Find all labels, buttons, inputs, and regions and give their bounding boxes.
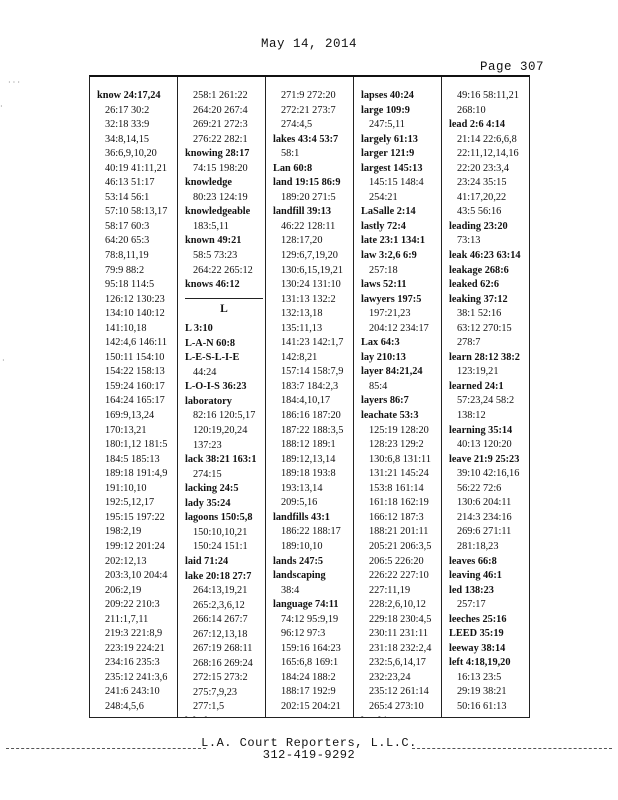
- index-page-line-refs: 128:17,20: [281, 235, 323, 247]
- index-page-line-refs: 41:17,20,22: [457, 191, 507, 203]
- scan-speck: ·: [2, 356, 5, 365]
- index-page-line-refs: 232:5,6,14,17: [369, 657, 426, 669]
- index-page-line-refs: 29:19 38:21: [457, 686, 507, 698]
- index-page-line-refs: 265:4 273:10: [369, 700, 424, 712]
- index-page-line-refs: 134:10 140:12: [105, 308, 165, 320]
- index-page-line-refs: 184:4,10,17: [281, 395, 331, 407]
- index-headword-entry: leakage 268:6: [449, 264, 509, 276]
- index-page-line-refs: 206:2,19: [105, 584, 142, 596]
- index-page-line-refs: 49:16 58:11,21: [457, 90, 519, 101]
- index-page-line-refs: 73:13: [457, 235, 481, 247]
- index-headword-entry: knowledgeable: [185, 206, 251, 218]
- index-page-line-refs: 204:12 234:17: [369, 322, 429, 334]
- index-headword-entry: lands 247:5: [273, 555, 324, 567]
- index-page-line-refs: 191:10,10: [105, 482, 147, 494]
- index-headword-entry: largest 145:13: [361, 162, 423, 174]
- index-page-line-refs: 44:24: [193, 366, 217, 378]
- index-page-line-refs: 130:6,15,19,21: [281, 264, 344, 276]
- index-headword-entry: learning 35:14: [449, 424, 513, 436]
- index-page-line-refs: 268:16 269:24: [193, 657, 253, 669]
- index-page-line-refs: 123:19,21: [457, 366, 499, 378]
- index-page-line-refs: 39:10 42:16,16: [457, 468, 520, 480]
- index-headword-entry: lay 210:13: [361, 351, 406, 363]
- index-page-line-refs: 247:5,11: [369, 119, 405, 131]
- index-page-line-refs: 126:12 130:23: [105, 293, 165, 305]
- index-page-line-refs: 161:18 162:19: [369, 497, 429, 509]
- index-column-2: [178, 77, 266, 717]
- index-page-line-refs: 58:17 60:3: [105, 220, 150, 232]
- index-page-line-refs: 40:19 41:11,21: [105, 162, 167, 174]
- index-page-line-refs: 46:13 51:17: [105, 177, 155, 189]
- index-page-line-refs: 267:19 268:11: [193, 643, 253, 655]
- scan-speck: · · ·: [8, 78, 20, 87]
- index-page-line-refs: 272:15 273:2: [193, 672, 248, 684]
- index-headword-entry: L-O-I-S 36:23: [185, 381, 247, 393]
- index-page-line-refs: 78:8,11,19: [105, 250, 149, 262]
- index-page-line-refs: 199:12 201:24: [105, 540, 165, 552]
- index-page-line-refs: 180:1,12 181:5: [105, 439, 168, 451]
- index-page-line-refs: 38:4: [281, 584, 300, 596]
- index-page-line-refs: 281:18,23: [457, 540, 499, 552]
- index-page-line-refs: 170:13,21: [105, 424, 147, 436]
- index-page-line-refs: 188:21 201:11: [369, 526, 429, 538]
- index-page-line-refs: 26:17 30:2: [105, 104, 150, 116]
- index-headword-entry: lake 20:18 27:7: [185, 570, 252, 582]
- index-page-line-refs: 153:8 161:14: [369, 482, 424, 494]
- index-page-line-refs: 198:2,19: [105, 526, 142, 538]
- index-headword-entry: lead 2:6 4:14: [449, 119, 506, 131]
- index-headword-entry: L-A-N 60:8: [185, 337, 236, 349]
- index-page-line-refs: 206:5 226:20: [369, 555, 424, 567]
- index-headword-entry: leave 21:9 25:23: [449, 453, 520, 465]
- index-page-line-refs: 157:14 158:7,9: [281, 366, 344, 378]
- index-headword-entry: large 109:9: [361, 104, 410, 116]
- index-headword-entry: largely 61:13: [361, 133, 418, 145]
- index-headword-entry: known 49:21: [185, 235, 242, 247]
- index-headword-entry: law 3:2,6 6:9: [361, 250, 417, 262]
- index-page-line-refs: 186:22 188:17: [281, 526, 341, 538]
- index-headword-entry: Lax 64:3: [361, 337, 400, 349]
- index-page-line-refs: 183:7 184:2,3: [281, 380, 339, 392]
- index-page-line-refs: 188:17 192:9: [281, 686, 336, 698]
- index-page-line-refs: 192:5,12,17: [105, 497, 155, 509]
- index-headword-entry: knows 46:12: [185, 279, 240, 291]
- index-page-line-refs: 165:6,8 169:1: [281, 657, 339, 669]
- index-page-line-refs: 145:15 148:4: [369, 177, 424, 189]
- index-page-line-refs: 150:11 154:10: [105, 351, 165, 363]
- index-page-line-refs: 241:6 243:10: [105, 686, 160, 698]
- index-headword-entry: leaving 46:1: [449, 570, 502, 582]
- index-page-line-refs: 43:5 56:16: [457, 206, 502, 218]
- index-page-line-refs: 150:24 151:1: [193, 541, 248, 553]
- index-page-line-refs: [97, 715, 175, 717]
- index-headword-entry: leachate 53:3: [361, 410, 419, 422]
- index-page-line-refs: 36:6,9,10,20: [105, 148, 157, 160]
- index-page-line-refs: 79:9 88:2: [105, 264, 145, 276]
- index-page-line-refs: 195:15 197:22: [105, 511, 165, 523]
- index-page-line-refs: 16:13 23:5: [457, 671, 502, 683]
- index-page-line-refs: 183:5,11: [193, 220, 229, 232]
- index-page-line-refs: 159:24 160:17: [105, 380, 165, 392]
- index-page-line-refs: 189:20 271:5: [281, 191, 336, 203]
- index-headword-entry: landfills 43:1: [273, 511, 330, 523]
- index-headword-entry: L-E-S-L-I-E: [185, 352, 240, 364]
- index-page-line-refs: 264:13,19,21: [193, 585, 248, 597]
- index-page-line-refs: 278:7: [457, 337, 481, 349]
- index-page-line-refs: 141:23 142:1,7: [281, 337, 344, 349]
- index-page-line-refs: 21:14 22:6,6,8: [457, 133, 517, 145]
- index-page-line-refs: 269:6 271:11: [457, 526, 512, 538]
- index-headword-entry: led 138:23: [449, 584, 494, 596]
- index-page-line-refs: 164:24 165:17: [105, 395, 165, 407]
- section-letter-heading: L: [220, 302, 228, 315]
- index-page-line-refs: 125:19 128:20: [369, 424, 429, 436]
- index-headword-entry: landscaping: [273, 570, 326, 582]
- index-headword-entry: leak 46:23 63:14: [449, 250, 521, 262]
- index-column-1: [90, 77, 178, 717]
- index-page-line-refs: 230:11 231:11: [369, 628, 429, 640]
- index-headword-entry: lady 35:24: [185, 497, 231, 509]
- index-page-line-refs: 82:16 120:5,17: [193, 410, 256, 422]
- index-page-line-refs: 187:22 188:3,5: [281, 424, 344, 436]
- index-headword-entry: laboratory: [185, 395, 232, 407]
- index-headword-entry: leaked 62:6: [449, 279, 500, 291]
- index-page-line-refs: 257:17: [457, 599, 486, 611]
- index-headword-entry: land 19:15 86:9: [273, 177, 341, 189]
- index-page-line-refs: 138:12: [457, 410, 486, 422]
- index-page-line-refs: 150:10,10,21: [193, 526, 248, 538]
- index-page-line-refs: 159:16 164:23: [281, 642, 341, 654]
- index-page-line-refs: 46:22 128:11: [281, 220, 336, 232]
- index-headword-entry: L 3:10: [185, 323, 213, 335]
- index-page-line-refs: 96:12 97:3: [281, 628, 326, 640]
- index-page-line-refs: 53:14 56:1: [105, 191, 150, 203]
- index-headword-entry: lapses 40:24: [361, 90, 414, 101]
- index-page-line-refs: 267:12,13,18: [193, 628, 248, 640]
- word-index-table: [89, 75, 530, 718]
- index-page-line-refs: [273, 715, 351, 717]
- index-page-line-refs: 227:11,19: [369, 584, 411, 596]
- index-page-line-refs: 22:11,12,14,16: [457, 148, 519, 160]
- index-page-line-refs: 258:1 261:22: [193, 90, 248, 101]
- index-page-line-refs: 22:20 23:3,4: [457, 162, 510, 174]
- index-page-line-refs: 141:10,18: [105, 322, 147, 334]
- index-page-line-refs: 202:12,13: [105, 555, 147, 567]
- index-page-line-refs: 235:12 241:3,6: [105, 671, 168, 683]
- index-page-line-refs: 85:4: [369, 380, 388, 392]
- footer: [0, 737, 618, 761]
- index-page-line-refs: 264:22 265:12: [193, 264, 253, 276]
- index-page-line-refs: 274:15: [193, 468, 222, 480]
- index-headword-entry: LaSalle 2:14: [361, 206, 416, 218]
- index-page-line-refs: 189:10,10: [281, 540, 323, 552]
- index-page-line-refs: 211:1,7,11: [105, 613, 149, 625]
- index-headword-entry: leaking 37:12: [449, 293, 508, 305]
- court-reporter-phone: 312-419-9292: [262, 748, 356, 762]
- index-headword-entry: larger 121:9: [361, 148, 415, 160]
- index-page-line-refs: 234:16 235:3: [105, 657, 160, 669]
- index-page-line-refs: 189:18 191:4,9: [105, 468, 168, 480]
- index-page-line-refs: 226:22 227:10: [369, 570, 429, 582]
- index-column-3: [266, 77, 354, 717]
- index-page-line-refs: 74:15 198:20: [193, 162, 248, 174]
- index-headword-entry: layers 86:7: [361, 395, 409, 407]
- index-page-line-refs: 202:15 204:21: [281, 700, 341, 712]
- index-page-line-refs: 142:4,6 146:11: [105, 337, 167, 349]
- index-page-line-refs: 80:23 124:19: [193, 191, 248, 203]
- index-page-line-refs: 64:20 65:3: [105, 235, 150, 247]
- index-page-line-refs: [449, 715, 527, 717]
- index-page-line-refs: 56:22 72:6: [457, 482, 502, 494]
- index-headword-entry: leading 23:20: [449, 220, 508, 232]
- index-page-line-refs: 57:23,24 58:2: [457, 395, 515, 407]
- index-page-line-refs: 58:1: [281, 148, 300, 160]
- index-page-line-refs: 34:8,14,15: [105, 133, 150, 145]
- index-headword-entry: [361, 715, 439, 717]
- index-headword-entry: laws 52:11: [361, 279, 407, 291]
- index-headword-entry: lagoons 150:5,8: [185, 512, 253, 524]
- index-page-line-refs: 137:23: [193, 439, 222, 451]
- index-page-line-refs: 74:12 95:9,19: [281, 613, 339, 625]
- index-page-line-refs: 38:1 52:16: [457, 308, 502, 320]
- index-page-line-refs: 228:2,6,10,12: [369, 599, 426, 611]
- index-page-line-refs: 254:21: [369, 191, 398, 203]
- index-page-line-refs: 57:10 58:13,17: [105, 206, 168, 218]
- index-page-line-refs: 269:21 272:3: [193, 119, 248, 131]
- index-page-line-refs: 50:16 61:13: [457, 700, 507, 712]
- index-page-line-refs: 189:12,13,14: [281, 453, 336, 465]
- index-headword-entry: layer 84:21,24: [361, 366, 423, 378]
- index-page-line-refs: 266:14 267:7: [193, 614, 248, 626]
- index-headword-entry: lacking 24:5: [185, 483, 239, 495]
- index-page-line-refs: 120:19,20,24: [193, 425, 248, 437]
- index-page-line-refs: 132:13,18: [281, 308, 323, 320]
- index-page-line-refs: 268:10: [457, 104, 486, 116]
- index-headword-entry: lastly 72:4: [361, 220, 406, 232]
- index-page-line-refs: 95:18 114:5: [105, 279, 155, 291]
- index-headword-entry: landfill 39:13: [273, 206, 332, 218]
- index-headword-entry: leaves 66:8: [449, 555, 497, 567]
- index-page-line-refs: 130:24 131:10: [281, 279, 341, 291]
- index-page-line-refs: 248:4,5,6: [105, 700, 144, 712]
- index-page-line-refs: 129:6,7,19,20: [281, 250, 338, 262]
- scan-speck: ·: [0, 102, 3, 111]
- court-reporter-name: L.A. Court Reporters, L.L.C.: [201, 736, 417, 750]
- transcript-date: May 14, 2014: [260, 37, 357, 51]
- index-page-line-refs: 131:21 145:24: [369, 468, 429, 480]
- index-page-line-refs: 232:23,24: [369, 671, 411, 683]
- index-headword-entry: [185, 715, 263, 717]
- index-page-line-refs: 219:3 221:8,9: [105, 628, 163, 640]
- index-page-line-refs: 197:21,23: [369, 308, 411, 320]
- index-page-line-refs: 40:13 120:20: [457, 439, 512, 451]
- index-headword-entry: knowing 28:17: [185, 148, 250, 160]
- index-page-line-refs: 272:21 273:7: [281, 104, 336, 116]
- index-page-line-refs: 209:22 210:3: [105, 599, 160, 611]
- index-page-line-refs: 189:18 193:8: [281, 468, 336, 480]
- index-page-line-refs: 154:22 158:13: [105, 366, 165, 378]
- index-page-line-refs: 229:18 230:4,5: [369, 613, 432, 625]
- index-page-line-refs: 131:13 132:2: [281, 293, 336, 305]
- page-number: Page 307: [479, 60, 544, 74]
- index-page-line-refs: 135:11,13: [281, 322, 323, 334]
- index-headword-entry: Lan 60:8: [273, 162, 313, 174]
- index-page-line-refs: 209:5,16: [281, 497, 318, 509]
- index-page-line-refs: 63:12 270:15: [457, 322, 512, 334]
- index-page-line-refs: 223:19 224:21: [105, 642, 165, 654]
- index-headword-entry: language 74:11: [273, 599, 339, 611]
- index-page-line-refs: 130:6 204:11: [457, 497, 512, 509]
- index-headword-entry: lack 38:21 163:1: [185, 454, 257, 466]
- index-page-line-refs: 203:3,10 204:4: [105, 570, 168, 582]
- index-column-4: [354, 77, 442, 717]
- index-page-line-refs: 271:9 272:20: [281, 90, 336, 101]
- index-headword-entry: LEED 35:19: [449, 628, 504, 640]
- index-column-5: [442, 77, 529, 717]
- index-headword-entry: knowledge: [185, 177, 232, 189]
- index-page-line-refs: 265:2,3,6,12: [193, 599, 245, 611]
- index-page-line-refs: 166:12 187:3: [369, 511, 424, 523]
- index-headword-entry: late 23:1 134:1: [361, 235, 426, 247]
- index-page-line-refs: 274:4,5: [281, 119, 313, 131]
- index-headword-entry: laid 71:24: [185, 555, 229, 567]
- index-headword-entry: learned 24:1: [449, 380, 504, 392]
- index-headword-entry: leeway 38:14: [449, 642, 506, 654]
- index-page-line-refs: 184:5 185:13: [105, 453, 160, 465]
- index-headword-entry: leeches 25:16: [449, 613, 507, 625]
- index-page-line-refs: 231:18 232:2,4: [369, 642, 432, 654]
- index-page-line-refs: 214:3 234:16: [457, 511, 512, 523]
- index-page-line-refs: 188:12 189:1: [281, 439, 336, 451]
- index-page-line-refs: 257:18: [369, 264, 398, 276]
- index-headword-entry: lawyers 197:5: [361, 293, 422, 305]
- index-page-line-refs: 184:24 188:2: [281, 671, 336, 683]
- index-headword-entry: left 4:18,19,20: [449, 657, 511, 669]
- index-headword-entry: learn 28:12 38:2: [449, 351, 520, 363]
- index-page-line-refs: 58:5 73:23: [193, 250, 238, 262]
- index-headword-entry: lakes 43:4 53:7: [273, 133, 339, 145]
- index-page-line-refs: 264:20 267:4: [193, 104, 248, 116]
- index-page-line-refs: 235:12 261:14: [369, 686, 429, 698]
- index-headword-entry: know 24:17,24: [97, 90, 161, 101]
- index-page-line-refs: 277:1,5: [193, 701, 225, 713]
- section-heading-row: [185, 298, 263, 317]
- index-page-line-refs: 142:8,21: [281, 351, 318, 363]
- index-page-line-refs: 275:7,9,23: [193, 686, 238, 698]
- index-page-line-refs: 193:13,14: [281, 482, 323, 494]
- index-page-line-refs: 276:22 282:1: [193, 133, 248, 145]
- index-page-line-refs: 128:23 129:2: [369, 439, 424, 451]
- index-page-line-refs: 32:18 33:9: [105, 119, 150, 131]
- index-page-line-refs: 205:21 206:3,5: [369, 540, 432, 552]
- index-page-line-refs: 23:24 35:15: [457, 177, 507, 189]
- index-page-line-refs: 169:9,13,24: [105, 410, 155, 422]
- index-page-line-refs: 130:6,8 131:11: [369, 453, 431, 465]
- index-page-line-refs: 186:16 187:20: [281, 410, 341, 422]
